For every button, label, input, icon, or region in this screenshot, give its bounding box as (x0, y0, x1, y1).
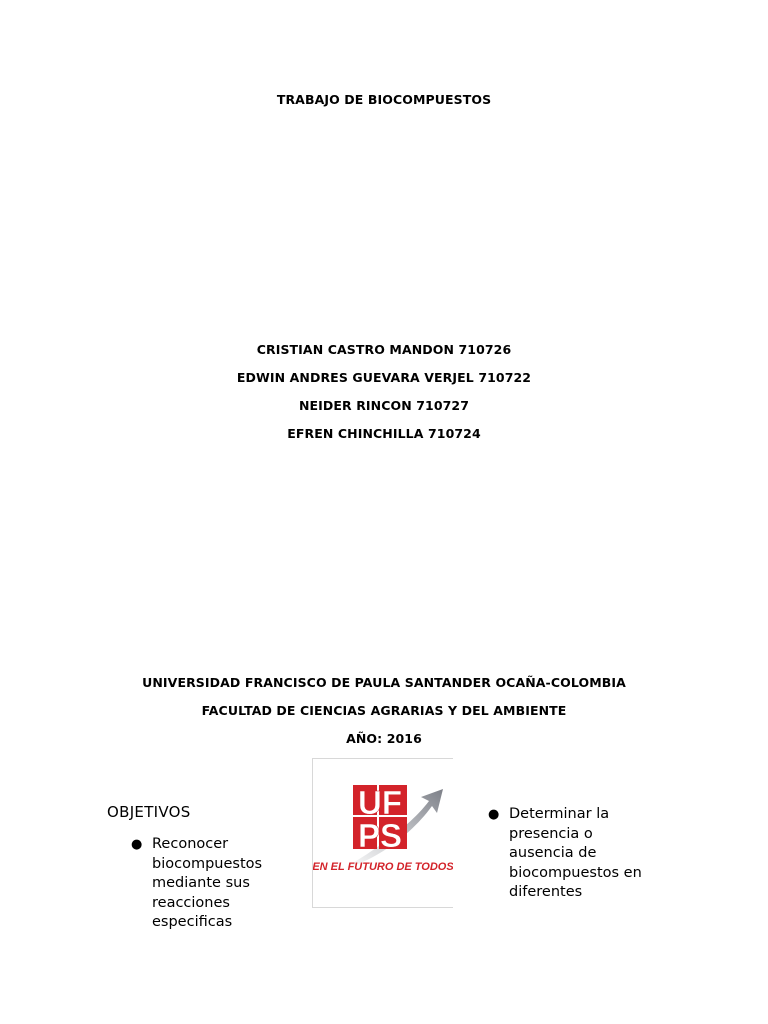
ufps-logo-icon (313, 759, 453, 907)
year-line: AÑO: 2016 (346, 731, 422, 746)
author-line: NEIDER RINCON 710727 (298, 398, 470, 413)
bullet-icon: ● (131, 837, 143, 852)
author-line: EDWIN ANDRES GUEVARA VERJEL 710722 (236, 370, 532, 385)
university-name: UNIVERSIDAD FRANCISCO DE PAULA SANTANDER OCAÑA-COLOMBIA (142, 675, 626, 690)
objective-text: Reconocer biocompuestos mediante sus reacciones especificas (152, 836, 263, 930)
objectives-heading: OBJETIVOS (107, 803, 191, 821)
objective-text: Determinar la presencia o ausencia de biocompuestos en diferentes (509, 806, 642, 900)
author-line: EFREN CHINCHILLA 710724 (287, 426, 481, 441)
logo-slogan: EN EL FUTURO DE TODOS (313, 861, 453, 873)
document-title: TRABAJO DE BIOCOMPUESTOS (276, 92, 492, 107)
logo-letters-top: UF (358, 784, 402, 821)
author-line: CRISTIAN CASTRO MANDON 710726 (256, 342, 512, 357)
logo-letters-bottom: PS (357, 817, 403, 854)
university-logo (312, 758, 453, 908)
faculty-name: FACULTAD DE CIENCIAS AGRARIAS Y DEL AMBIENTE (201, 703, 567, 718)
bullet-icon: ● (488, 807, 500, 822)
